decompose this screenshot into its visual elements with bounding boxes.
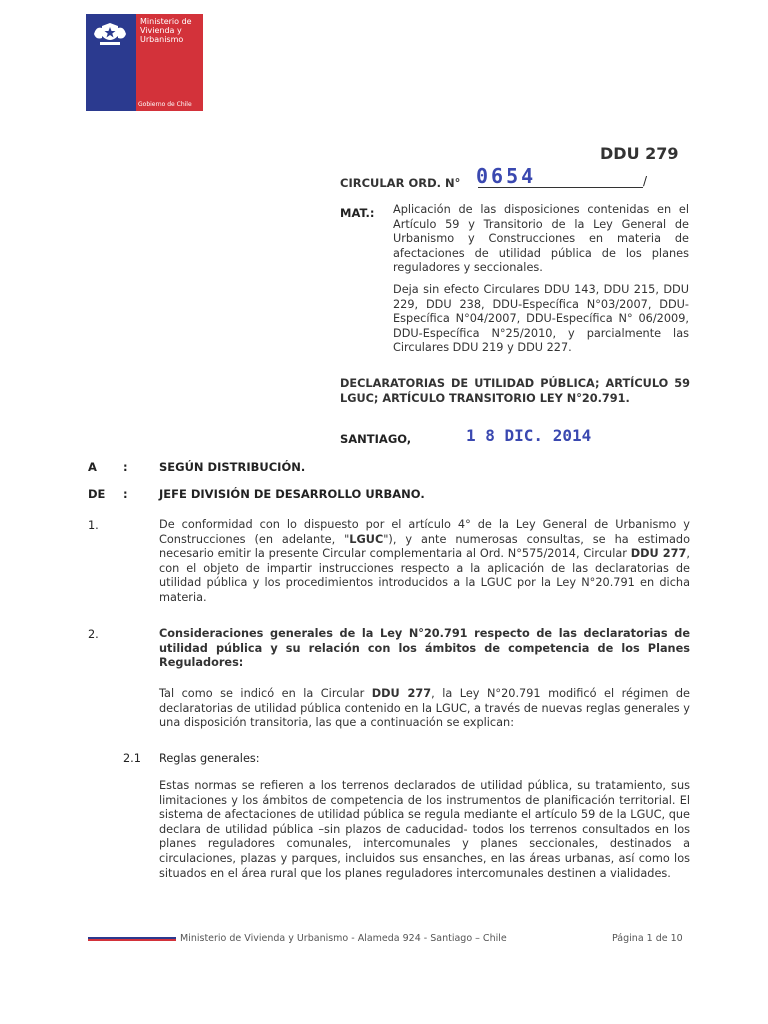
city-label: SANTIAGO, bbox=[340, 432, 412, 446]
logo-blue-block bbox=[86, 14, 136, 111]
addressee-label: A bbox=[88, 460, 97, 474]
section-1-part-3: , con el objeto de impartir instrucciones respecto a la aplicación de las declaratorias de utilidad pública y los procedimientos introducidos a la LGUC por la Ley N°20.791 en dicha materia. bbox=[159, 547, 690, 604]
logo-line-1: Ministerio de bbox=[140, 17, 192, 26]
circular-slash: / bbox=[643, 174, 648, 188]
footer-flag-bar bbox=[88, 937, 176, 941]
mat-label: MAT.: bbox=[340, 206, 375, 220]
section-2-1-number: 2.1 bbox=[123, 752, 141, 765]
section-1-part-2: "), y ante numerosas consultas, se ha estimado necesario emitir la presente Circular complementaria al Ord. N°575/2014, Circular bbox=[159, 532, 690, 561]
document-code: DDU 279 bbox=[600, 144, 679, 163]
section-1-ddu277: DDU 277 bbox=[630, 547, 687, 561]
section-2-part-1: Tal como se indicó en la Circular bbox=[159, 687, 372, 700]
section-1-part-1: De conformidad con lo dispuesto por el artículo 4° de la Ley General de Urbanismo y Construcciones (en adelante, " bbox=[159, 518, 690, 546]
logo-text bbox=[140, 17, 192, 44]
section-2-intro bbox=[159, 687, 690, 731]
addressee-colon: : bbox=[123, 460, 128, 474]
circular-underline bbox=[478, 187, 643, 188]
section-2-1-title: Reglas generales: bbox=[159, 752, 260, 765]
deja-sin-efecto-text: Deja sin efecto Circulares DDU 143, DDU 215, DDU 229, DDU 238, DDU-Específica N°03/2007, DDU-Específica N°04/2007, DDU-Específica N° 06/2009, DDU-Específica N°25/2010, y parcialmente las Circulares DDU 219 y DDU 227. bbox=[393, 283, 689, 355]
section-1-lguc: LGUC bbox=[349, 532, 384, 546]
declaratorias-heading: DECLARATORIAS DE UTILIDAD PÚBLICA; ARTÍCULO 59 LGUC; ARTÍCULO TRANSITORIO LEY N°20.791. bbox=[340, 377, 690, 405]
section-2-part-2: , la Ley N°20.791 modificó el régimen de declaratorias de utilidad pública contenido en la LGUC, a través de nuevas reglas generales y una disposición transitoria, las que a continuación se explican: bbox=[159, 687, 690, 730]
circular-label: CIRCULAR ORD. N° bbox=[340, 176, 461, 190]
section-1-text bbox=[159, 518, 690, 606]
date-stamp: 1 8 DIC. 2014 bbox=[466, 426, 592, 445]
coat-of-arms-icon bbox=[90, 20, 130, 50]
mat-text: Aplicación de las disposiciones contenidas en el Artículo 59 y Transitorio de la Ley General de Urbanismo y Construcciones en materia de afectaciones de utilidad pública de los planes reguladores y seccionales. bbox=[393, 203, 689, 275]
sender-colon: : bbox=[123, 487, 128, 501]
circular-number: 0654 bbox=[476, 164, 537, 188]
ministry-logo bbox=[86, 14, 203, 111]
footer-address: Ministerio de Vivienda y Urbanismo - Alameda 924 - Santiago – Chile bbox=[180, 933, 507, 944]
page-number: Página 1 de 10 bbox=[612, 933, 683, 944]
sender-value: JEFE DIVISIÓN DE DESARROLLO URBANO. bbox=[159, 487, 425, 501]
section-2-1-text: Estas normas se refieren a los terrenos declarados de utilidad pública, su tratamiento, sus limitaciones y los ámbitos de competencia de los instrumentos de planificación territorial. El sistema de afectaciones de utilidad pública se regula mediante el artículo 59 de la LGUC, que declara de utilidad pública –sin plazos de caducidad- todos los terrenos consultados en los planes reguladores comunales, intercomunales y planes seccionales, destinados a circulaciones, plazas y parques, incluidos sus ensanches, en las áreas urbanas, así como los situados en el área rural que los planes reguladores intercomunales destinen a vialidades. bbox=[159, 779, 690, 880]
logo-footer: Gobierno de Chile bbox=[138, 101, 192, 108]
section-1-number: 1. bbox=[88, 519, 99, 532]
section-2-ddu277: DDU 277 bbox=[371, 687, 432, 700]
sender-label: DE bbox=[88, 487, 106, 501]
addressee-value: SEGÚN DISTRIBUCIÓN. bbox=[159, 460, 306, 474]
section-2-number: 2. bbox=[88, 628, 99, 641]
footer-bar-red bbox=[88, 939, 176, 941]
logo-red-block bbox=[136, 14, 203, 111]
section-2-title: Consideraciones generales de la Ley N°20.791 respecto de las declaratorias de utilidad pública y su relación con los ámbitos de competencia de los Planes Reguladores: bbox=[159, 627, 690, 670]
logo-line-3: Urbanismo bbox=[140, 35, 184, 44]
logo-line-2: Vivienda y bbox=[140, 26, 182, 35]
